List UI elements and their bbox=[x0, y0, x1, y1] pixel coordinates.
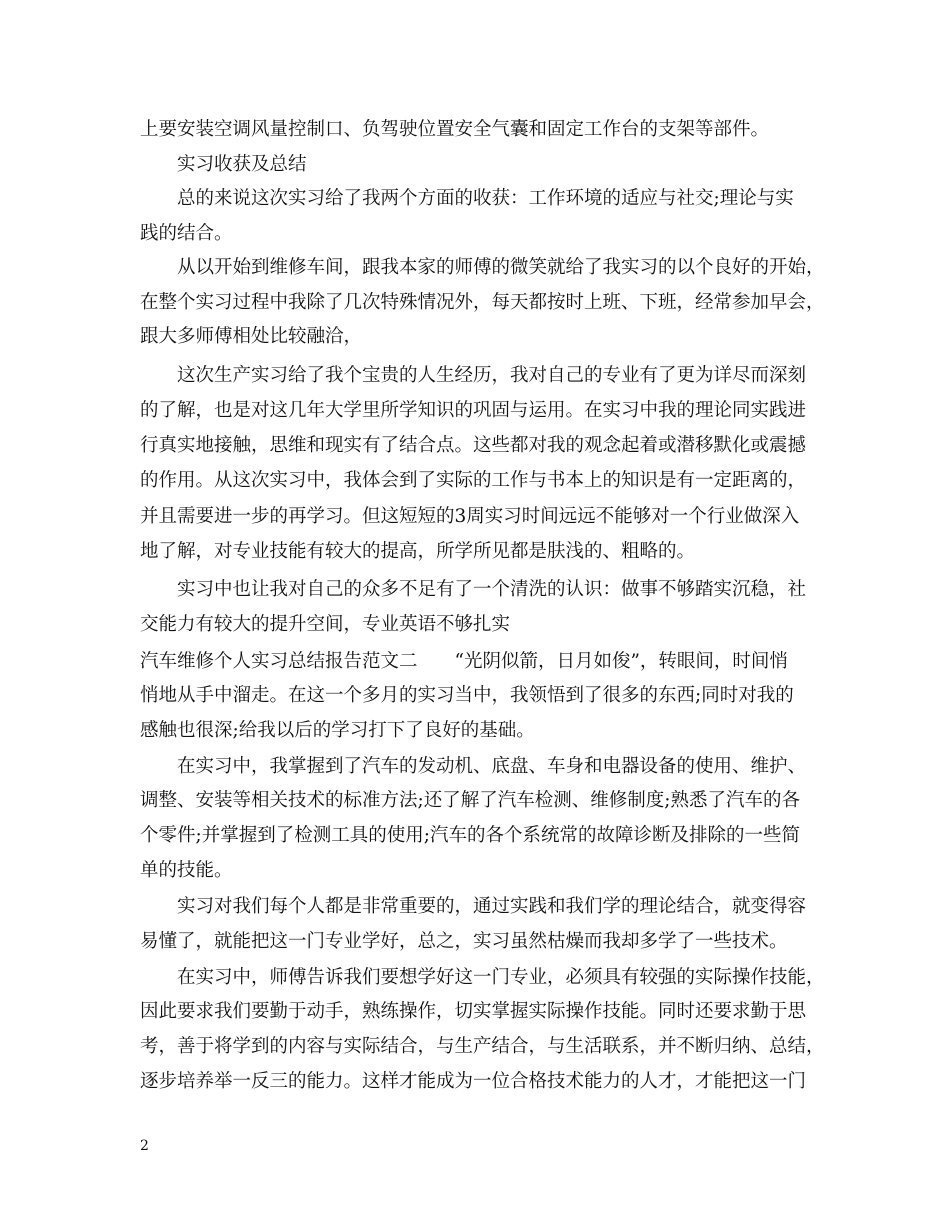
text-line: 实习对我们每个人都是非常重要的，通过实践和我们学的理论结合，就变得容 bbox=[177, 896, 807, 917]
text-line: 上要安装空调风量控制口、负驾驶位置安全气囊和固定工作台的支架等部件。 bbox=[140, 119, 770, 140]
text-line: 践的结合。 bbox=[140, 223, 233, 244]
text-line: 行真实地接触，思维和现实有了结合点。这些都对我的观念起着或潜移默化或震撼 bbox=[140, 435, 807, 456]
text-line: 个零件;并掌握到了检测工具的使用;汽车的各个系统常的故障诊断及排除的一些简 bbox=[140, 825, 800, 846]
text-line: 逐步培养举一反三的能力。这样才能成为一位合格技术能力的人才，才能把这一门 bbox=[140, 1071, 807, 1092]
text-line: 实习中也让我对自己的众多不足有了一个清洗的认识：做事不够踏实沉稳，社 bbox=[177, 579, 807, 600]
text-line: 从以开始到维修车间，跟我本家的师傅的微笑就给了我实习的以个良好的开始， bbox=[177, 257, 825, 278]
text-line: 考，善于将学到的内容与实际结合，与生产结合，与生活联系，并不断归纳、总结， bbox=[140, 1036, 825, 1057]
text-line: 在实习中，我掌握到了汽车的发动机、底盘、车身和电器设备的使用、维护、 bbox=[177, 756, 807, 777]
text-line: 悄地从手中溜走。在这一个多月的实习当中，我领悟到了很多的东西;同时对我的 bbox=[140, 685, 794, 706]
text-line: 易懂了，就能把这一门专业学好，总之，实习虽然枯燥而我却多学了一些技术。 bbox=[140, 931, 788, 952]
text-line: 的作用。从这次实习中，我体会到了实际的工作与书本上的知识是有一定距离的， bbox=[140, 470, 807, 491]
text-line: 地了解，对专业技能有较大的提高，所学所见都是肤浅的、粗略的。 bbox=[140, 541, 696, 562]
text-line: 的了解，也是对这几年大学里所学知识的巩固与运用。在实习中我的理论同实践进 bbox=[140, 400, 807, 421]
section-heading: 实习收获及总结 bbox=[177, 154, 307, 175]
text-line: 这次生产实习给了我个宝贵的人生经历，我对自己的专业有了更为详尽而深刻 bbox=[177, 365, 807, 386]
text-line: 单的技能。 bbox=[140, 860, 233, 881]
text-line: 在整个实习过程中我除了几次特殊情况外，每天都按时上班、下班，经常参加早会， bbox=[140, 292, 825, 313]
text-line: 跟大多师傅相处比较融洽， bbox=[140, 326, 363, 347]
text-line: 并且需要进一步的再学习。但这短短的3周实习时间远远不能够对一个行业做深入 bbox=[140, 506, 800, 527]
text-line: 在实习中，师傅告诉我们要想学好这一门专业，必须具有较强的实际操作技能， bbox=[177, 967, 825, 988]
text-line: 总的来说这次实习给了我两个方面的收获：工作环境的适应与社交;理论与实 bbox=[177, 188, 794, 209]
text-line: 因此要求我们要勤于动手，熟练操作，切实掌握实际操作技能。同时还要求勤于思 bbox=[140, 1001, 807, 1022]
page-number: 2 bbox=[140, 1138, 149, 1154]
report-title-line: 汽车维修个人实习总结报告范文二 “光阴似箭，日月如俊”，转眼间，时间悄 bbox=[140, 651, 788, 672]
text-line: 调整、安装等相关技术的标准方法;还了解了汽车检测、维修制度;熟悉了汽车的各 bbox=[140, 790, 800, 811]
text-line: 感触也很深;给我以后的学习打下了良好的基础。 bbox=[140, 720, 535, 741]
text-line: 交能力有较大的提升空间，专业英语不够扎实 bbox=[140, 614, 511, 635]
